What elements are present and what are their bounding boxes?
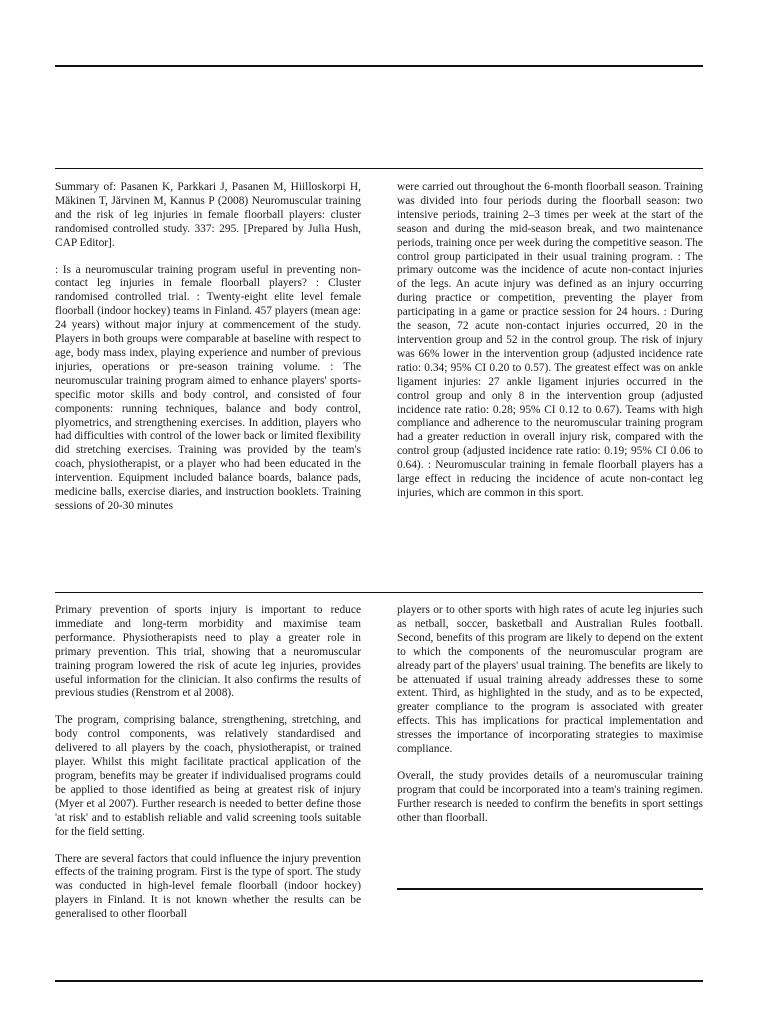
summary-body: : Is a neuromuscular training program useful in preventing non-contact leg injuries in female floorball players? : Cluster randomised controlled trial. : Twenty-eight elite level female floorball (indoor hockey) teams in Finland. 457 players (mean age: 24 years) without major injury at commencement of the study. Players in both groups were comparable at baseline with respect to age, body mass index, playing experience and number of previous injuries, operations or pre-season training volume. : The neuromuscular training program aimed to enhance players' sports-specific motor skills and body control, and consisted of four components: running techniques, balance and body control, plyometrics, and strengthening exercises. In addition, players who had difficulties with control of the lower back or limited flexibility did stretching exercises. Training was provided by the team's coach, physiotherapist, or a player who had been educated in the intervention. Equipment included balance boards, balance pads, medicine balls, exercise diaries, and instruction booklets. Training sessions of 20-30 minutes	[55, 263, 361, 512]
signature-rule	[397, 888, 703, 890]
bottom-rule	[55, 980, 703, 982]
commentary-paragraph: The program, comprising balance, strengthening, stretching, and body control components, was relatively standardised and delivered to all players by the coach, physiotherapist, or trained player. Whilst this might facilitate practical application of the program, benefits may be greater if individualised programs could be applied to those identified as being at greatest risk of injury (Myer et al 2007). Further research is needed to better define those 'at risk' and to establish reliable and valid screening tools suitable for the field setting.	[55, 714, 361, 838]
commentary-right-column	[397, 604, 703, 826]
commentary-paragraph: players or to other sports with high rates of acute leg injuries such as netball, soccer, basketball and Australian Rules football. Second, benefits of this program are likely to depend on the extent to which the components of the neuromuscular program are already part of the players' usual training. The benefits are likely to be attenuated if usual training already addresses these to some extent. Third, as highlighted in the study, and as to be expected, greater compliance to the program is associated with greater effects. This has implications for practical implementation and stresses the importance of incorporating strategies to maximise compliance.	[397, 604, 703, 756]
commentary-paragraph: Primary prevention of sports injury is important to reduce immediate and long-term morbidity and maximise team performance. Physiotherapists need to play a greater role in primary prevention. This trial, showing that a neuromuscular training program lowered the risk of acute leg injuries, provides useful information for the clinician. It also confirms the results of previous studies (Renstrom et al 2008).	[55, 604, 361, 700]
commentary-paragraph: Overall, the study provides details of a neuromuscular training program that could be incorporated into a team's training regimen. Further research is needed to confirm the benefits in sport settings other than floorball.	[397, 769, 703, 824]
section-divider	[55, 592, 703, 593]
commentary-paragraph: There are several factors that could influence the injury prevention effects of the training program. First is the type of sport. The study was conducted in high-level female floorball (indoor hockey) players in Finland. It is not known whether the results can be generalised to other floorball	[55, 852, 361, 921]
header-divider	[55, 168, 703, 169]
summary-right-column	[397, 181, 703, 501]
summary-left-column	[55, 181, 361, 514]
commentary-left-column	[55, 604, 361, 922]
summary-citation: Summary of: Pasanen K, Parkkari J, Pasanen M, Hiilloskorpi H, Mäkinen T, Järvinen M, Kannus P (2008) Neuromuscular training and the risk of leg injuries in female floorball players: cluster randomised controlled study. 337: 295. [Prepared by Julia Hush, CAP Editor].	[55, 181, 361, 249]
summary-body-continued: were carried out throughout the 6-month floorball season. Training was divided into four periods during the floorball season: two intensive periods, training 2–3 times per week at the start of the season and during the mid-season break, and two maintenance periods, training once per week during the competitive season. The control group participated in their usual training program. : The primary outcome was the incidence of acute non-contact injuries of the legs. An acute injury was defined as an injury occurring during practice or competition, preventing the player from participating in a game or practice session for 24 hours. : During the season, 72 acute non-contact injuries occurred, 20 in the intervention group and 52 in the control group. The risk of injury was 66% lower in the intervention group (adjusted incidence rate ratio: 0.34; 95% CI 0.20 to 0.57). The greatest effect was on ankle ligament injuries: 27 ankle ligament injuries occurred in the control group and only 8 in the intervention group (adjusted incidence rate ratio: 0.28; 95% CI 0.12 to 0.67). Teams with high compliance and adherence to the neuromuscular training program had a greater reduction in overall injury risk, compared with the control group (adjusted incidence rate ratio: 0.19; 95% CI 0.06 to 0.64). : Neuromuscular training in female floorball players has a large effect in reducing the incidence of acute non-contact leg injuries, which are common in this sport.	[397, 181, 703, 499]
top-rule	[55, 65, 703, 67]
